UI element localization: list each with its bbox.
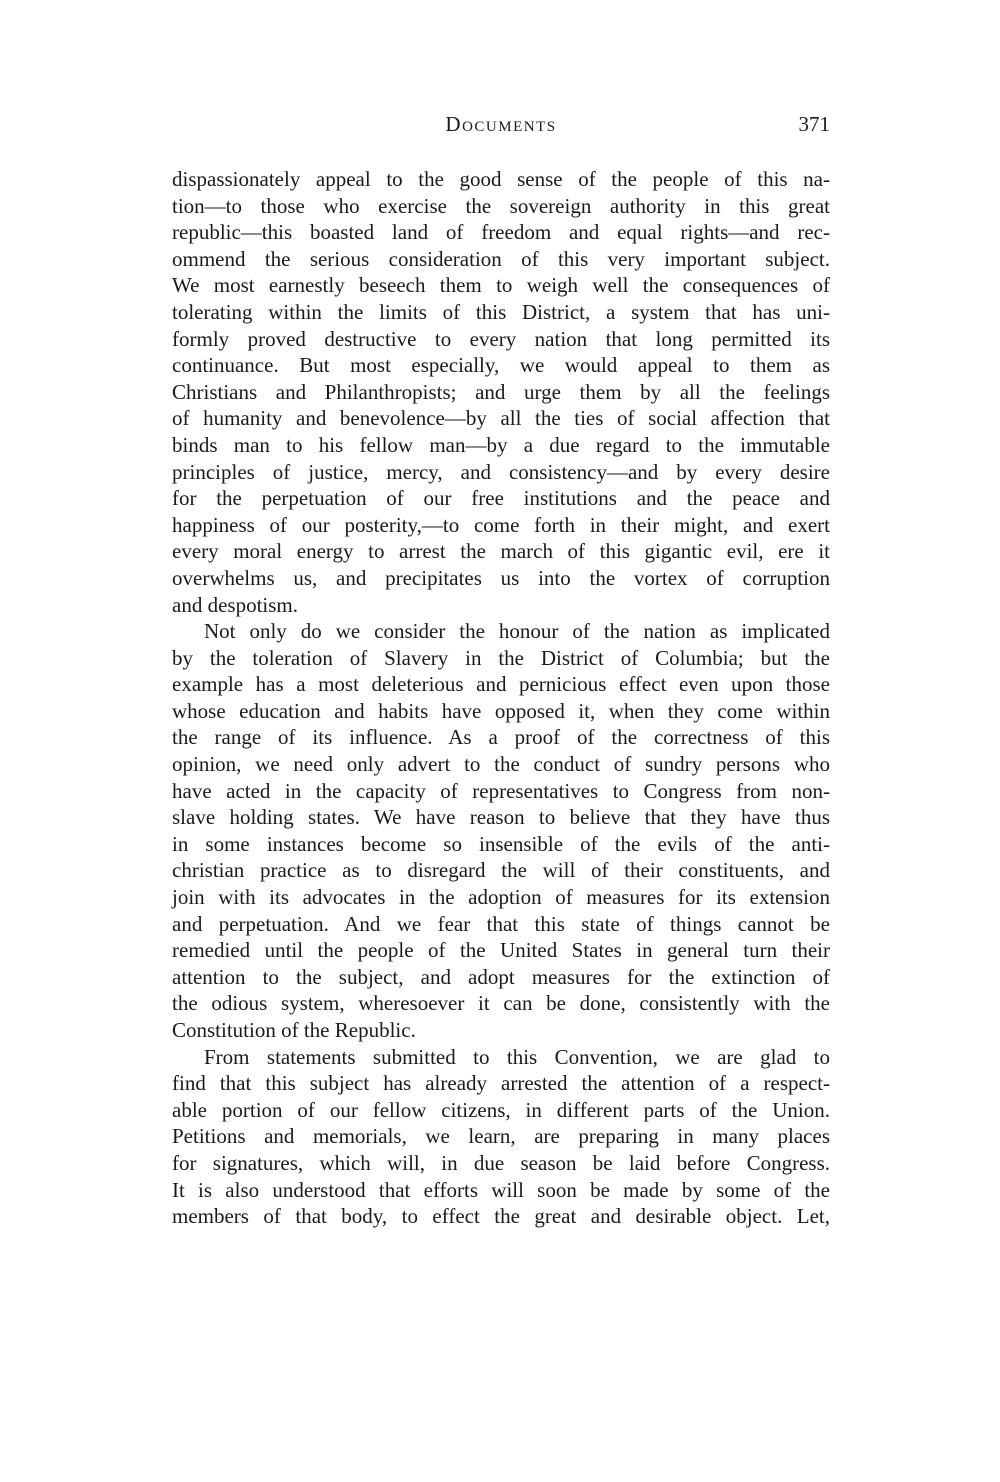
- text-line: attention to the subject, and adopt measures for the extinction of: [172, 964, 830, 989]
- text-line: dispassionately appeal to the good sense of the people of this na-: [172, 167, 830, 191]
- text-line: and perpetuation. And we fear that this state of things cannot be: [172, 911, 830, 936]
- text-line: republic—this boasted land of freedom and equal rights—and rec-: [172, 220, 830, 245]
- text-line: whose education and habits have opposed it, when they come within: [172, 698, 830, 723]
- text-line: members of that body, to effect the great and desirable object. Let,: [172, 1204, 830, 1229]
- text-line: of humanity and benevolence—by all the ties of social affection that: [172, 406, 830, 431]
- text-line: every moral energy to arrest the march of this gigantic evil, ere it: [172, 539, 830, 564]
- text-line: christian practice as to disregard the will of their constituents, and: [172, 858, 830, 883]
- text-line: able portion of our fellow citizens, in different parts of the Union.: [172, 1097, 830, 1122]
- text-line: for signatures, which will, in due season be laid before Congress.: [172, 1150, 830, 1175]
- text-line: formly proved destructive to every nation that long permitted its: [172, 326, 830, 351]
- text-line: find that this subject has already arrested the attention of a respect-: [172, 1071, 830, 1096]
- body-text: [172, 166, 830, 1230]
- text-line: ommend the serious consideration of this very important subject.: [172, 246, 830, 271]
- page-number: 371: [798, 112, 830, 136]
- text-line: slave holding states. We have reason to believe that they have thus: [172, 805, 830, 830]
- text-line: example has a most deleterious and pernicious effect even upon those: [172, 672, 830, 697]
- text-line: opinion, we need only advert to the conduct of sundry persons who: [172, 752, 830, 777]
- text-line: happiness of our posterity,—to come forth in their might, and exert: [172, 512, 830, 537]
- paragraph: [172, 166, 830, 618]
- text-line: have acted in the capacity of representatives to Congress from non-: [172, 778, 830, 803]
- text-line: Constitution of the Republic.: [172, 1018, 416, 1042]
- text-line: From statements submitted to this Convention, we are glad to: [204, 1044, 830, 1069]
- text-line: overwhelms us, and precipitates us into the vortex of corruption: [172, 565, 830, 590]
- text-line: the range of its influence. As a proof of the correctness of this: [172, 725, 830, 750]
- text-line: We most earnestly beseech them to weigh well the consequences of: [172, 273, 830, 298]
- text-line: Christians and Philanthropists; and urge them by all the feelings: [172, 379, 830, 404]
- paragraph: [172, 618, 830, 1044]
- text-line: principles of justice, mercy, and consistency—and by every desire: [172, 459, 830, 484]
- text-line: remedied until the people of the United States in general turn their: [172, 938, 830, 963]
- text-line: Not only do we consider the honour of the nation as implicated: [204, 619, 830, 644]
- text-line: tion—to those who exercise the sovereign authority in this great: [172, 193, 830, 218]
- text-line: binds man to his fellow man—by a due regard to the immutable: [172, 432, 830, 457]
- text-line: It is also understood that efforts will soon be made by some of the: [172, 1177, 830, 1202]
- text-line: by the toleration of Slavery in the District of Columbia; but the: [172, 645, 830, 670]
- running-head: [172, 112, 830, 152]
- text-line: join with its advocates in the adoption of measures for its extension: [172, 885, 830, 910]
- paragraph: [172, 1044, 830, 1230]
- running-title: Documents: [445, 112, 557, 136]
- text-line: in some instances become so insensible of the evils of the anti-: [172, 831, 830, 856]
- text-line: continuance. But most especially, we would appeal to them as: [172, 353, 830, 378]
- text-line: and despotism.: [172, 592, 298, 617]
- text-line: Petitions and memorials, we learn, are preparing in many places: [172, 1124, 830, 1149]
- text-line: tolerating within the limits of this District, a system that has uni-: [172, 299, 830, 324]
- text-line: the odious system, wheresoever it can be done, consistently with the: [172, 991, 830, 1016]
- text-line: for the perpetuation of our free institutions and the peace and: [172, 486, 830, 511]
